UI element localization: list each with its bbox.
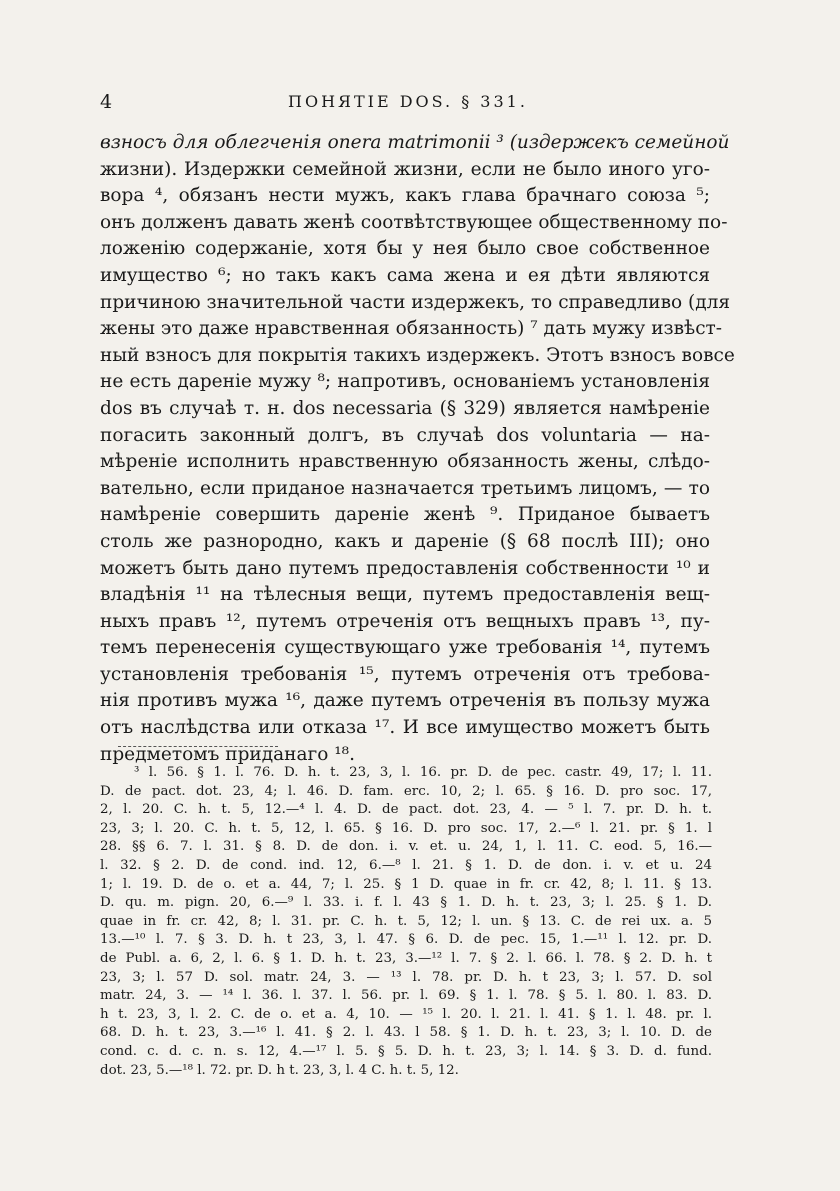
footnote-line: 28. §§ 6. 7. l. 31. § 8. D. de don. i. v. et. u. 24, 1, l. 11. C. eod. 5, 16.—: [100, 839, 712, 855]
text-line: жены это даже нравственная обязанность) ⁷ дать мужу извѣст-: [100, 318, 723, 340]
footnote-line: quae in fr. cr. 42, 8; l. 31. pr. C. h. t. 5, 12; l. un. § 13. C. de rei ux. a. 5: [100, 913, 712, 929]
running-title: ПОНЯТІЕ DOS. § 331.: [288, 92, 528, 111]
footnote-line: D. de pact. dot. 23, 4; l. 46. D. fam. erc. 10, 2; l. 65. § 16. D. pro soc. 17,: [100, 783, 712, 799]
text-line: причиною значительной части издержекъ, то справедливо (для: [100, 291, 731, 313]
text-line: намѣреніе совершить дареніе женѣ ⁹. Приданое бываетъ: [100, 504, 710, 526]
footnote-separator: [118, 746, 278, 749]
footnotes: [100, 764, 712, 1080]
page-number: 4: [100, 91, 113, 113]
text-line: имущество ⁶; но такъ какъ сама жена и ея дѣти являются: [100, 264, 710, 286]
footnote-line: l. 32. § 2. D. de cond. ind. 12, 6.—⁸ l. 21. § 1. D. de don. i. v. et u. 24: [100, 857, 712, 873]
footnote-line: 1; l. 19. D. de o. et a. 44, 7; l. 25. § 1 D. quae in fr. cr. 42, 8; l. 11. § 13.: [100, 876, 712, 892]
text-line: нія противъ мужа ¹⁶, даже путемъ отреченія въ пользу мужа: [100, 690, 710, 712]
text-line: мѣреніе исполнить нравственную обязанность жены, слѣдо-: [100, 451, 710, 473]
text-line: предметомъ приданаго ¹⁸.: [100, 743, 355, 765]
text-line: ныхъ правъ ¹², путемъ отреченія отъ вещныхъ правъ ¹³, пу-: [100, 610, 710, 632]
text-line: владѣнія ¹¹ на тѣлесныя вещи, путемъ предоставленія вещ-: [100, 584, 710, 606]
text-line: можетъ быть дано путемъ предоставленія собственности ¹⁰ и: [100, 557, 710, 579]
text-line: установленія требованія ¹⁵, путемъ отреченія отъ требова-: [100, 663, 710, 685]
footnote-line: 2, l. 20. C. h. t. 5, 12.—⁴ l. 4. D. de pact. dot. 23, 4. — ⁵ l. 7. pr. D. h. t.: [100, 802, 712, 818]
text-line: ный взносъ для покрытія такихъ издержекъ. Этотъ взносъ вовсе: [100, 344, 735, 366]
text-line: погасить законный долгъ, въ случаѣ dos voluntaria — на-: [100, 424, 710, 446]
text-line: онъ долженъ давать женѣ соотвѣтствующее общественному по-: [100, 211, 728, 233]
text-line: взносъ для облегченія onera matrimonii ³ (издержекъ семейной: [100, 132, 730, 153]
footnote-line: matr. 24, 3. — ¹⁴ l. 36. l. 37. l. 56. pr. l. 69. § 1. l. 78. § 5. l. 80. l. 83. D.: [100, 988, 712, 1004]
footnote-line: ³ l. 56. § 1. l. 76. D. h. t. 23, 3, l. 16. pr. D. de pec. castr. 49, 17; l. 11.: [134, 765, 712, 780]
text-line: ложенію содержаніе, хотя бы у нея было свое собственное: [100, 238, 710, 260]
footnote-line: 23, 3; l. 57 D. sol. matr. 24, 3. — ¹³ l. 78. pr. D. h. t 23, 3; l. 57. D. sol: [100, 969, 712, 985]
page-header: [100, 90, 720, 114]
main-text: [100, 130, 735, 768]
text-line: вора ⁴, обязанъ нести мужъ, какъ глава брачнаго союза ⁵;: [100, 185, 710, 207]
text-line: темъ перенесенія существующаго уже требованія ¹⁴, путемъ: [100, 637, 710, 659]
text-line: жизни). Издержки семейной жизни, если не было иного уго-: [100, 158, 710, 180]
text-line: вательно, если приданое назначается третьимъ лицомъ, — то: [100, 477, 710, 499]
footnote-line: cond. c. d. c. n. s. 12, 4.—¹⁷ l. 5. § 5. D. h. t. 23, 3; l. 14. § 3. D. d. fund.: [100, 1043, 712, 1059]
text-line: столь же разнородно, какъ и дареніе (§ 68 послѣ III); оно: [100, 530, 710, 552]
text-line: отъ наслѣдства или отказа ¹⁷. И все имущество можетъ быть: [100, 717, 710, 739]
footnote-line: de Publ. a. 6, 2, l. 6. § 1. D. h. t. 23, 3.—¹² l. 7. § 2. l. 66. l. 78. § 2. D. h. t: [100, 950, 712, 966]
footnote-line: 68. D. h. t. 23, 3.—¹⁶ l. 41. § 2. l. 43. l 58. § 1. D. h. t. 23, 3; l. 10. D. de: [100, 1025, 712, 1041]
footnote-line: dot. 23, 5.—¹⁸ l. 72. pr. D. h t. 23, 3, l. 4 C. h. t. 5, 12.: [100, 1062, 459, 1078]
footnote-line: 13.—¹⁰ l. 7. § 3. D. h. t 23, 3, l. 47. § 6. D. de pec. 15, 1.—¹¹ l. 12. pr. D.: [100, 932, 712, 948]
text-line: не есть дареніе мужу ⁸; напротивъ, основаніемъ установленія: [100, 371, 710, 393]
footnote-line: h t. 23, 3, l. 2. C. de o. et a. 4, 10. — ¹⁵ l. 20. l. 21. l. 41. § 1. l. 48. pr. l.: [100, 1006, 712, 1022]
text-line: dos въ случаѣ т. н. dos necessaria (§ 329) является намѣреніе: [100, 397, 710, 419]
footnote-line: 23, 3; l. 20. C. h. t. 5, 12, l. 65. § 16. D. pro soc. 17, 2.—⁶ l. 21. pr. § 1. l: [100, 820, 712, 836]
footnote-line: D. qu. m. pign. 20, 6.—⁹ l. 33. i. f. l. 43 § 1. D. h. t. 23, 3; l. 25. § 1. D.: [100, 895, 712, 911]
